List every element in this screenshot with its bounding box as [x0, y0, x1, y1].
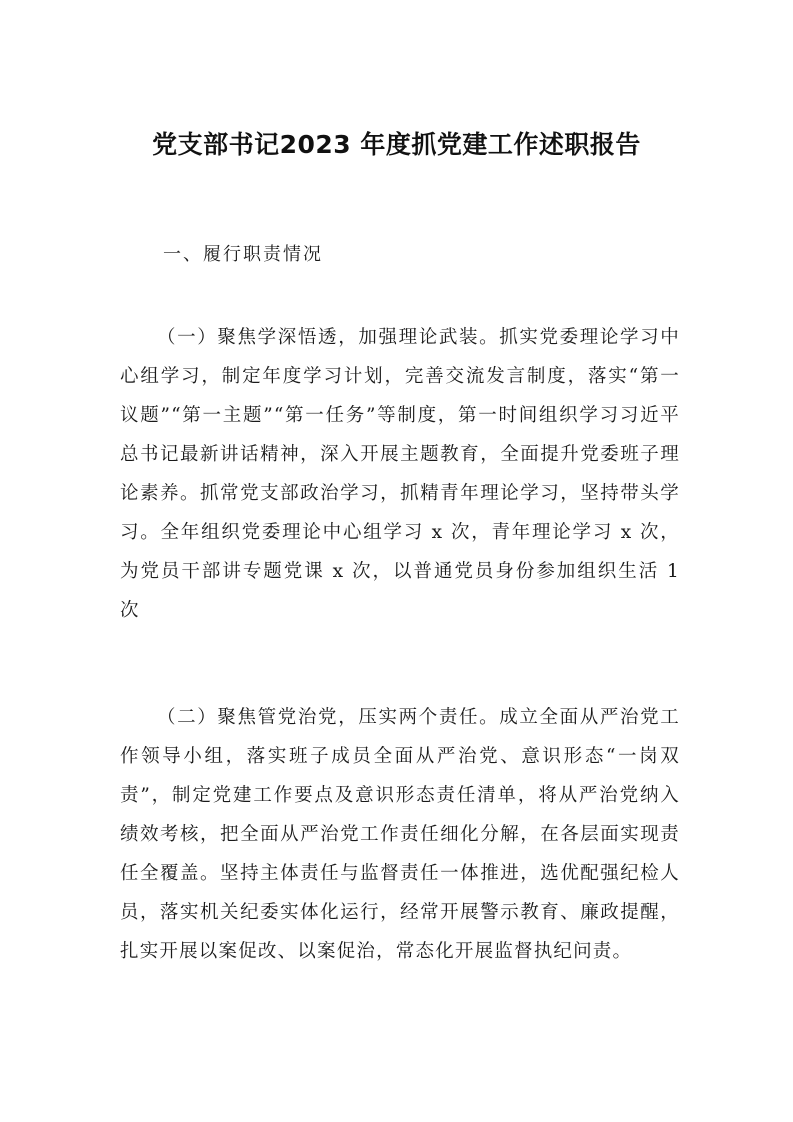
- document-title: 党支部书记2023 年度抓党建工作述职报告: [152, 130, 641, 159]
- paragraph-party-governance: （二）聚焦管党治党，压实两个责任。成立全面从严治党工作领导小组，落实班子成员全面从严治党、意识形态“一岗双责”，制定党建工作要点及意识形态责任清单，将从严治党纳入绩效考核，把全面从严治党工作责任细化分解，在各层面实现责任全覆盖。坚持主体责任与监督责任一体推进，选优配强纪检人员，落实机关纪委实体化运行，经常开展警示教育、廉政提醒，扎实开展以案促改、以案促治，常态化开展监督执纪问责。: [120, 707, 680, 962]
- paragraph-theory-study: （一）聚焦学深悟透，加强理论武装。抓实党委理论学习中心组学习，制定年度学习计划，完善交流发言制度，落实“第一议题”“第一主题”“第一任务”等制度，第一时间组织学习习近平总书记最新讲话精神，深入开展主题教育，全面提升党委班子理论素养。抓常党支部政治学习，抓精青年理论学习，坚持带头学习。全年组织党委理论中心组学习 x 次，青年理论学习 x 次，为党员干部讲专题党课 x 次，以普通党员身份参加组织生活 1 次: [120, 327, 680, 621]
- section-heading: 一、履行职责情况: [163, 244, 323, 265]
